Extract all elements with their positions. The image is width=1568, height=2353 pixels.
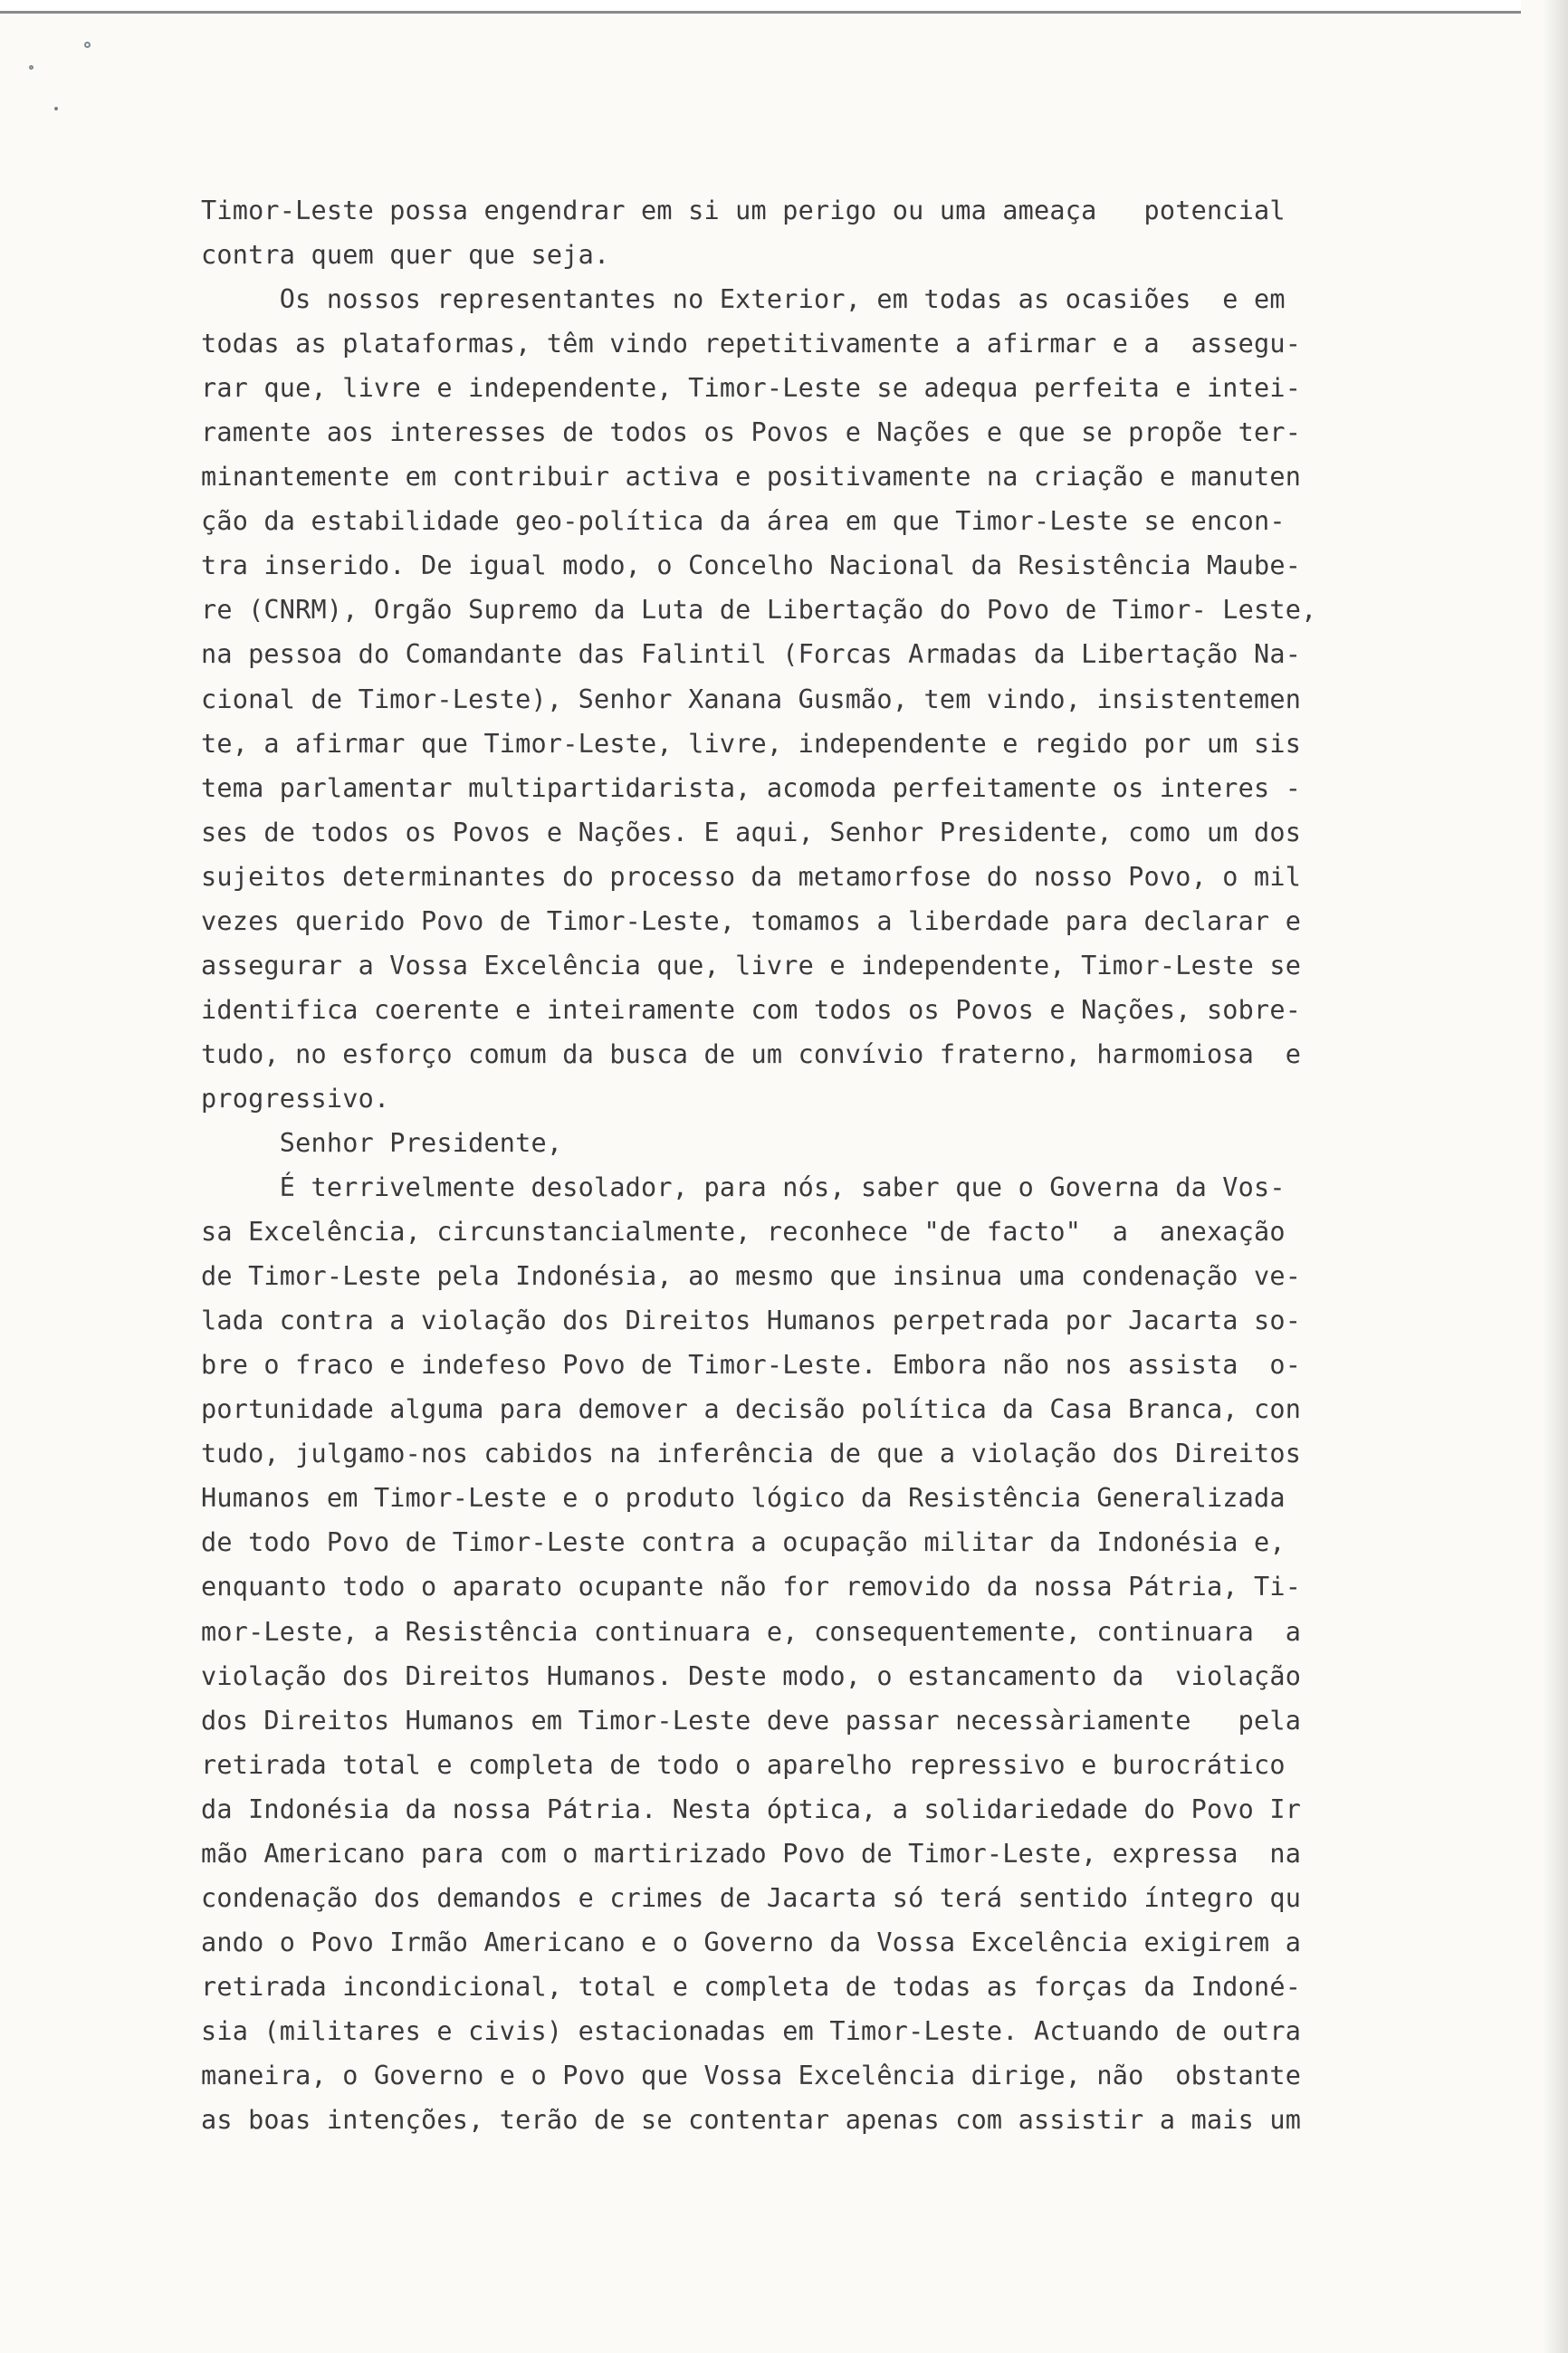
text-line: portunidade alguma para demover a decisão política da Casa Branca, con [201, 1394, 1302, 1425]
text-line: tema parlamentar multipartidarista, acomoda perfeitamente os interes - [201, 772, 1302, 803]
text-line: de Timor-Leste pela Indonésia, ao mesmo que insinua uma condenação ve- [201, 1261, 1302, 1292]
text-line: todas as plataformas, têm vindo repetitivamente a afirmar e a assegu- [201, 329, 1302, 359]
text-line: ses de todos os Povos e Nações. E aqui, Senhor Presidente, como um dos [201, 817, 1302, 847]
text-line: identifica coerente e inteiramente com todos os Povos e Nações, sobre- [201, 994, 1302, 1025]
text-line: de todo Povo de Timor-Leste contra a ocupação militar da Indonésia e, [201, 1527, 1286, 1558]
text-line: tra inserido. De igual modo, o Concelho Nacional da Resistência Maube- [201, 550, 1302, 581]
text-line: cional de Timor-Leste), Senhor Xanana Gusmão, tem vindo, insistentemen [201, 684, 1302, 714]
text-line: na pessoa do Comandante das Falintil (Forcas Armadas da Libertação Na- [201, 639, 1302, 670]
text-line: te, a afirmar que Timor-Leste, livre, independente e regido por um sis [201, 728, 1302, 759]
text-line: sujeitos determinantes do processo da metamorfose do nosso Povo, o mil [201, 861, 1302, 892]
text-line: ção da estabilidade geo-política da área em que Timor-Leste se encon- [201, 506, 1286, 537]
text-line: Senhor Presidente, [201, 1127, 563, 1158]
text-line: sia (militares e civis) estacionadas em Timor-Leste. Actuando de outra [201, 2015, 1302, 2046]
text-line: bre o fraco e indefeso Povo de Timor-Leste. Embora não nos assista o- [201, 1350, 1302, 1381]
text-line: minantemente em contribuir activa e positivamente na criação e manuten [201, 462, 1302, 493]
page-top-edge [0, 0, 1521, 14]
text-line: tudo, no esforço comum da busca de um convívio fraterno, harmomiosa e [201, 1038, 1302, 1069]
text-line: maneira, o Governo e o Povo que Vossa Excelência dirige, não obstante [201, 2060, 1302, 2090]
text-line: mão Americano para com o martirizado Povo de Timor-Leste, expressa na [201, 1838, 1302, 1869]
paper-speck [54, 107, 58, 110]
text-line: assegurar a Vossa Excelência que, livre e independente, Timor-Leste se [201, 950, 1302, 980]
text-line: progressivo. [201, 1083, 390, 1114]
text-line: rar que, livre e independente, Timor-Leste se adequa perfeita e intei- [201, 373, 1302, 404]
text-line: re (CNRM), Orgão Supremo da Luta de Libertação do Povo de Timor- Leste, [201, 595, 1317, 626]
paper-speck [84, 42, 91, 48]
text-line: ramente aos interesses de todos os Povos e Nações e que se propõe ter- [201, 417, 1302, 448]
text-line: retirada incondicional, total e completa de todas as forças da Indoné- [201, 1971, 1302, 2002]
text-line: mor-Leste, a Resistência continuara e, consequentemente, continuara a [201, 1616, 1302, 1647]
page-right-edge-shadow [1543, 0, 1568, 2353]
text-line: retirada total e completa de todo o aparelho repressivo e burocrático [201, 1749, 1286, 1780]
text-line: enquanto todo o aparato ocupante não for removido da nossa Pátria, Ti- [201, 1572, 1302, 1602]
text-line: as boas intenções, terão de se contentar apenas com assistir a mais um [201, 2105, 1302, 2136]
typewritten-text-body [201, 188, 1432, 2142]
text-line: sa Excelência, circunstancialmente, reconhece "de facto" a anexação [201, 1217, 1286, 1248]
text-line: Humanos em Timor-Leste e o produto lógico da Resistência Generalizada [201, 1483, 1286, 1514]
text-line: contra quem quer que seja. [201, 240, 610, 271]
text-line: Timor-Leste possa engendrar em si um perigo ou uma ameaça potencial [201, 196, 1286, 225]
text-line: violação dos Direitos Humanos. Deste modo, o estancamento da violação [201, 1660, 1302, 1691]
text-line: É terrivelmente desolador, para nós, saber que o Governa da Vos- [201, 1172, 1286, 1203]
text-line: Os nossos representantes no Exterior, em todas as ocasiões e em [201, 284, 1286, 315]
text-line: tudo, julgamo-nos cabidos na inferência de que a violação dos Direitos [201, 1439, 1302, 1469]
text-line: condenação dos demandos e crimes de Jacarta só terá sentido íntegro qu [201, 1882, 1302, 1913]
text-line: dos Direitos Humanos em Timor-Leste deve passar necessàriamente pela [201, 1705, 1302, 1736]
paper-speck [29, 65, 33, 70]
text-line: vezes querido Povo de Timor-Leste, tomamos a liberdade para declarar e [201, 905, 1302, 936]
text-line: da Indonésia da nossa Pátria. Nesta óptica, a solidariedade do Povo Ir [201, 1793, 1302, 1824]
text-line: ando o Povo Irmão Americano e o Governo da Vossa Excelência exigirem a [201, 1927, 1302, 1957]
text-line: lada contra a violação dos Direitos Humanos perpetrada por Jacarta so- [201, 1306, 1302, 1336]
